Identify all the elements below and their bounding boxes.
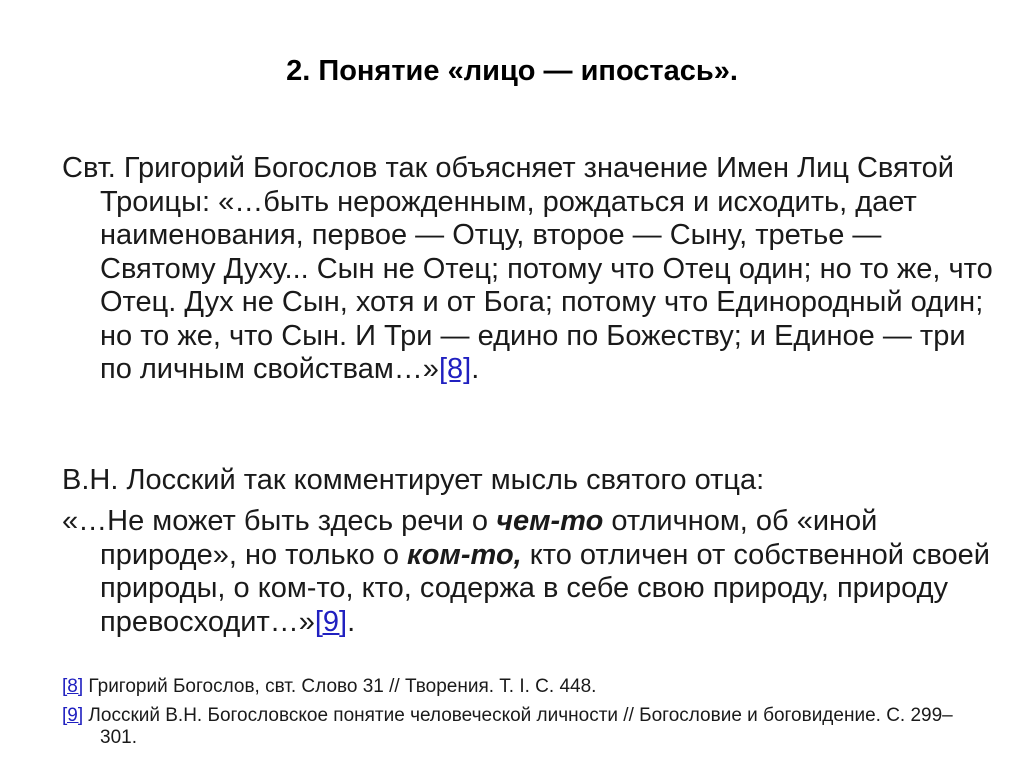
footnote-9 [62, 705, 980, 749]
footnote-link-8[interactable]: [8] [438, 353, 472, 385]
footnote-link-9[interactable]: [9] [314, 605, 348, 638]
footnote-number-link[interactable]: [8] [62, 676, 84, 697]
paragraph-lossky-intro: В.Н. Лосский так комментирует мысль святого отца: [62, 464, 765, 496]
paragraph-end: . [471, 353, 480, 385]
footnote-8 [62, 676, 980, 698]
footnote-text: Григорий Богослов, свт. Слово 31 // Творения. Т. I. С. 448. [83, 676, 597, 697]
emphasis-kom-to: ком-то, [407, 538, 522, 571]
emphasis-chem-to: чем-то [496, 505, 604, 537]
footnote-text: Лосский В.Н. Богословское понятие человеческой личности // Богословие и боговидение. С. 299–301. [83, 705, 953, 748]
paragraph-end: . [347, 605, 356, 638]
paragraph-gregory-quote [62, 152, 1000, 387]
slide-title: 2. Понятие «лицо — ипостась». [286, 55, 738, 87]
paragraph-lossky-quote [62, 505, 1000, 639]
quote-text-part3: кто отличен от собственной своей природы, о ком-то, кто, содержа в себе свою природу, природу превосходит…» [100, 538, 991, 638]
footnote-number-link[interactable]: [9] [62, 705, 84, 726]
quote-text-part1: «…Не может быть здесь речи о [62, 505, 497, 537]
paragraph-text: Свт. Григорий Богослов так объясняет значение Имен Лиц Святой Троицы: «…быть нерожденным, рождаться и исходить, дает наименования, первое — Отцу, второе — Сыну, третье — Святому Духу... Сын не Отец; потому что Отец один; но то же, что Отец. Дух не Сын, хотя и от Бога; потому что Единородный один; но то же, что Сын. И Три — едино по Божеству; и Единое — три по личным свойствам…» [62, 152, 993, 385]
quote-text-part2: отличном, об «иной природе», но только о [100, 505, 878, 571]
